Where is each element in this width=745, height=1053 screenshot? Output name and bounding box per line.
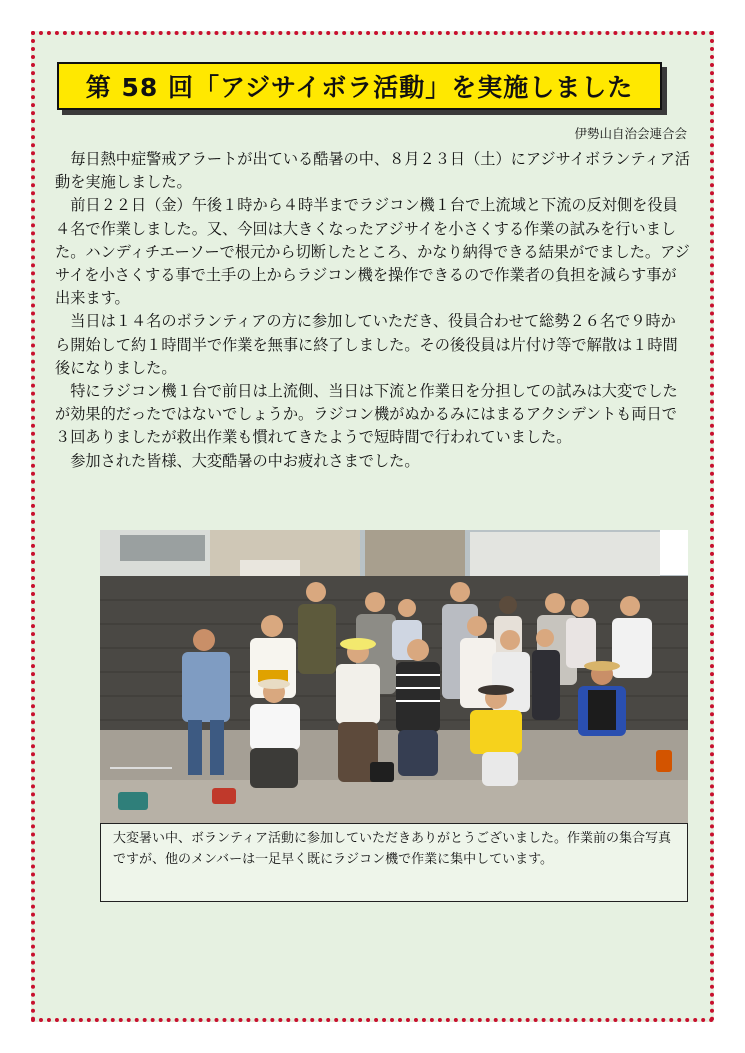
group-photo bbox=[100, 530, 688, 823]
paragraph: 前日２２日（金）午後１時から４時半までラジコン機１台で上流域と下流の反対側を役員４名で作業しました。又、今回は大きくなったアジサイを小さくする作業の試みを行いました。ハンディチエーソーで根元から切断したところ、かなり納得できる結果がでました。アジサイを小さくする事で土手の上からラジコン機を操作できるので作業者の負担を減らす事が出来ます。 bbox=[55, 196, 690, 308]
title-banner bbox=[57, 62, 662, 110]
group-photo-illustration bbox=[100, 530, 688, 823]
article-body bbox=[55, 148, 691, 473]
photo-caption: 大変暑い中、ボランティア活動に参加していただきありがとうございました。作業前の集合写真ですが、他のメンバーは一足早く既にラジコン機で作業に集中しています。 bbox=[100, 823, 688, 902]
paragraph: 毎日熱中症警戒アラートが出ている酷暑の中、８月２３日（土）にアジサイボランティア活動を実施しました。 bbox=[55, 150, 690, 192]
page-title: 第 58 回「アジサイボラ活動」を実施しました bbox=[85, 73, 634, 102]
organization-name: 伊勢山自治会連合会 bbox=[574, 126, 687, 141]
paragraph: 当日は１４名のボランティアの方に参加していただき、役員合わせて総勢２６名で９時から開始して約１時間半で作業を無事に終了しました。その後役員は片付け等で解散は１時間後になりました。 bbox=[55, 312, 678, 377]
paragraph: 特にラジコン機１台で前日は上流側、当日は下流と作業日を分担しての試みは大変でしたが効果的だったではないでしょうか。ラジコン機がぬかるみにはまるアクシデントも両日で３回ありましたが救出作業も慣れてきたようで短時間で行われていました。 bbox=[55, 382, 678, 447]
paragraph: 参加された皆様、大変酷暑の中お疲れさまでした。 bbox=[70, 451, 420, 470]
